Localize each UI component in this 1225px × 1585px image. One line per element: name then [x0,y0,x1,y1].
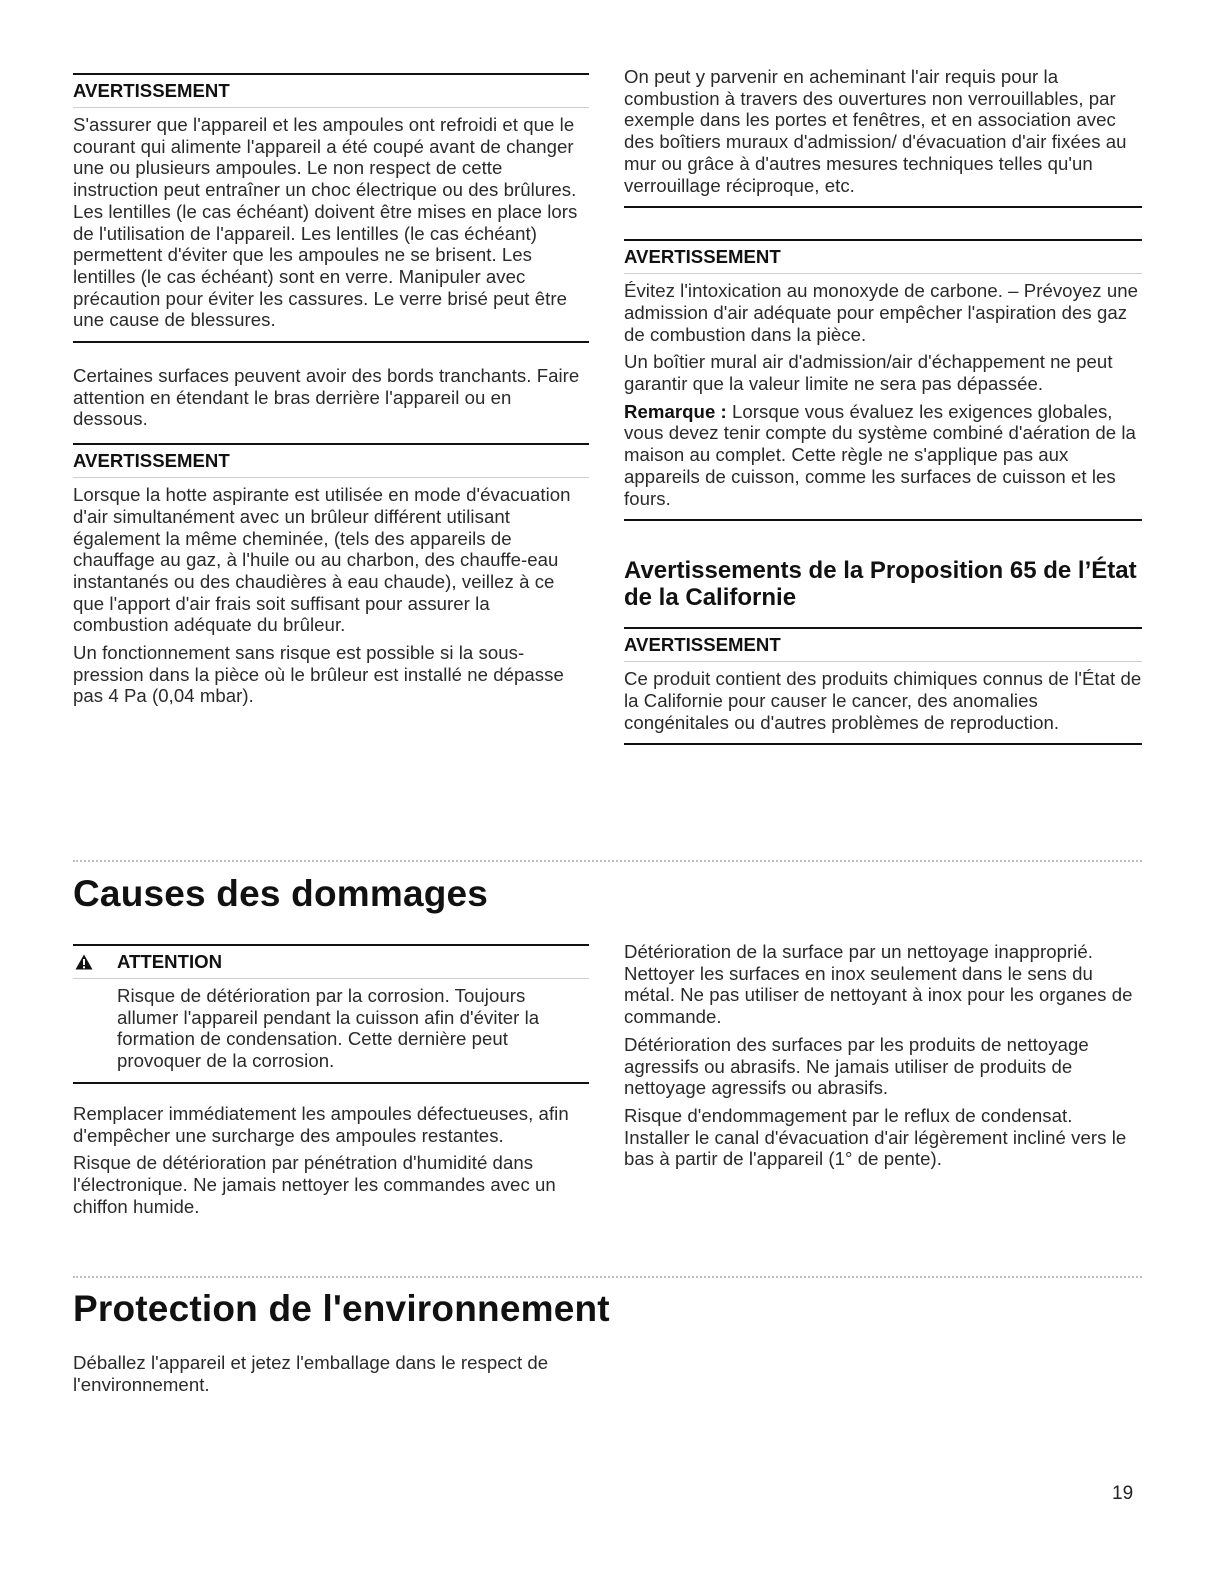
section-divider [73,860,1142,862]
humidity-paragraph: Risque de détérioration par pénétration d'humidité dans l'électronique. Ne jamais nettoyer les commandes avec un chiffon humide. [73,1152,556,1217]
left-column-top [73,73,589,707]
causes-right-column [624,941,1142,1170]
attention-body [73,985,589,1082]
warning-box-co [624,239,1142,521]
page-number: 19 [1112,1483,1134,1504]
warning-body [624,668,1142,743]
warning-text-wallbox: Un boîtier mural air d'admission/air d'échappement ne peut garantir que la valeur limite ne sera pas dépassée. [624,351,1113,395]
attention-title-row [73,946,589,979]
warning-title: AVERTISSEMENT [624,241,1142,274]
aggressive-cleaners-paragraph: Détérioration des surfaces par les produits de nettoyage agressifs ou abrasifs. Ne jamais utiliser de produits de nettoyage agressifs ou abrasifs. [624,1033,1089,1099]
warning-box-lamps [73,73,589,343]
continued-warning-text: On peut y parvenir en acheminant l'air requis pour la combustion à travers des ouvertures non verrouillables, par exemple dans les portes et fenêtres, et en association avec des boîtiers muraux d'admission/ d'évacuation d'air fixées au mur ou grâce à d'autres mesures techniques telles qu'un verrouillage réciproque, etc. [624,66,1127,196]
causes-left-column [73,944,589,1217]
warning-title: AVERTISSEMENT [624,629,1142,662]
right-column-top [624,66,1142,745]
warning-title: AVERTISSEMENT [73,75,589,108]
cleaning-paragraph: Détérioration de la surface par un nettoyage inapproprié. Nettoyer les surfaces en inox seulement dans le sens du métal. Ne pas utiliser de nettoyant à inox pour les organes de commande. [624,941,1133,1028]
causes-heading: Causes des dommages [73,873,489,914]
environment-paragraph: Déballez l'appareil et jetez l'emballage dans le respect de l'environnement. [73,1352,549,1395]
attention-text: Risque de détérioration par la corrosion. Toujours allumer l'appareil pendant la cuisson afin d'éviter la formation de condensation. Cette dernière peut provoquer de la corrosion. [117,985,540,1072]
continued-warning [624,66,1142,208]
prop65-text: Ce produit contient des produits chimiques connus de l'État de la Californie pour causer le cancer, des anomalies congénitales ou d'autres problèmes de reproduction. [624,668,1142,733]
warning-body [73,114,589,341]
warning-title: AVERTISSEMENT [73,445,589,478]
warning-body [624,280,1142,519]
attention-title: ATTENTION [117,951,223,972]
attention-box [73,944,589,1084]
warning-text-lamps: S'assurer que l'appareil et les ampoules ont refroidi et que le courant qui alimente l'appareil a été coupé avant de changer une ou plusieurs ampoules. Le non respect de cette instruction peut entraîner un choc électrique ou des brûlures. Les lentilles (le cas échéant) doivent être mises en place lors de l'utilisation de l'appareil. Les lentilles (le cas échéant) permettent d'éviter que les ampoules ne se brisent. Les lentilles (le cas échéant) sont en verre. Manipuler avec précaution pour éviter les cassures. Le verre brisé peut être une cause de blessures. [73,114,578,331]
warning-text-co: Évitez l'intoxication au monoxyde de carbone. – Prévoyez une admission d'air adéquate pour empêcher l'aspiration des gaz de combustion dans la pièce. [624,280,1139,345]
note-paragraph [624,401,1142,510]
condensate-paragraph: Risque d'endommagement par le reflux de condensat. Installer le canal d'évacuation d'air légèrement incliné vers le bas à partir de l'appareil (1° de pente). [624,1104,1127,1170]
warning-triangle-icon [75,954,93,970]
environment-column [73,1352,589,1395]
warning-text-pressure: Un fonctionnement sans risque est possible si la sous-pression dans la pièce où le brûleur est installé ne dépasse pas 4 Pa (0,04 mbar). [73,642,564,707]
warning-box-burner [73,443,589,707]
prop65-heading: Avertissements de la Proposition 65 de l’État de la Californie [624,557,1137,612]
warning-body [73,484,589,707]
note-text: Lorsque vous évaluez les exigences globales, vous devez tenir compte du système combiné d'aération de la maison au complet. Cette règle ne s'applique pas aux appareils de cuisson, comme les surfaces de cuisson et les fours. [624,400,1136,509]
section-divider [73,1276,1142,1278]
environment-heading: Protection de l'environnement [73,1288,610,1329]
sharp-edges-paragraph: Certaines surfaces peuvent avoir des bords tranchants. Faire attention en étendant le bras derrière l'appareil ou en dessous. [73,365,580,430]
warning-text-burner: Lorsque la hotte aspirante est utilisée en mode d'évacuation d'air simultanément avec un brûleur différent utilisant également la même cheminée, (tels des appareils de chauffage au gaz, à l'huile ou au charbon, des chauffe-eau instantanés ou des chaudières à eau chaude), veillez à ce que l'apport d'air frais soit suffisant pour assurer la combustion adéquate du brûleur. [73,484,571,636]
note-label: Remarque : [624,400,727,422]
warning-box-prop65 [624,627,1142,745]
lamps-paragraph: Remplacer immédiatement les ampoules défectueuses, afin d'empêcher une surcharge des ampoules restantes. [73,1102,569,1146]
